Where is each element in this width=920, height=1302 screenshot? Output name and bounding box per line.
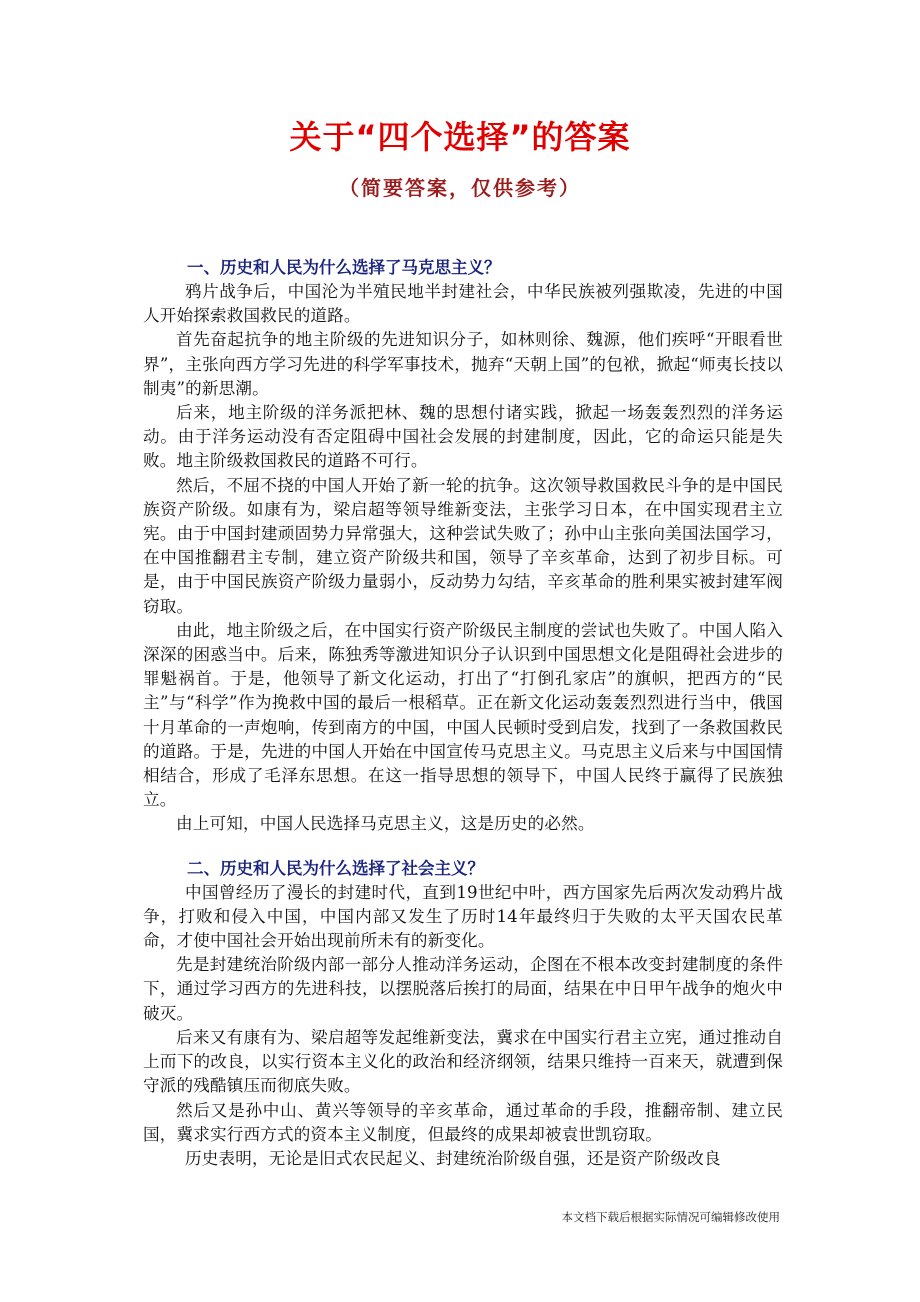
section-1-paragraph: 由上可知，中国人民选择马克思主义，这是历史的必然。 [176,814,595,834]
section-1-paragraph: 首先奋起抗争的地主阶级的先进知识分子，如林则徐、魏源，他们疾呼“开眼看世界”，主张向西方学习先进的科学军事技术，抛弃“天朝上国”的包袱，掀起“师夷长技以制夷”的新思潮。 [143,330,783,398]
section-1-paragraph: 由此，地主阶级之后，在中国实行资产阶级民主制度的尝试也失败了。中国人陷入深深的困惑当中。后来，陈独秀等激进知识分子认识到中国思想文化是阻碍社会进步的罪魁祸首。于是，他领导了新文化运动，打出了“打倒孔家店”的旗帜，把西方的“民主”与“科学”作为挽救中国的最后一根稻草。正在新文化运动轰轰烈烈进行当中，俄国十月革命的一声炮响，传到南方的中国，中国人民顿时受到启发，找到了一条救国救民的道路。于是，先进的中国人开始在中国宣传马克思主义。马克思主义后来与中国国情相结合，形成了毛泽东思想。在这一指导思想的领导下，中国人民终于赢得了民族独立。 [143,620,783,810]
section-2-paragraph: 历史表明，无论是旧式农民起义、封建统治阶级自强，还是资产阶级改良 [185,1148,721,1168]
document-title: 关于“四个选择”的答案 [289,118,631,156]
section-1-paragraph: 后来，地主阶级的洋务派把林、魏的思想付诸实践，掀起一场轰轰烈烈的洋务运动。由于洋务运动没有否定阻碍中国社会发展的封建制度，因此，它的命运只能是失败。地主阶级救国救民的道路不可行。 [143,403,783,471]
document-subtitle: （简要答案，仅供参考） [339,176,581,200]
section-2-paragraph: 然后又是孙中山、黄兴等领导的辛亥革命，通过革命的手段，推翻帝制、建立民国，冀求实行西方式的资本主义制度，但最终的成果却被袁世凯窃取。 [143,1100,783,1144]
section-2-paragraph: 后来又有康有为、梁启超等发起维新变法，冀求在中国实行君主立宪，通过推动自上而下的改良，以实行资本主义化的政治和经济纲领，结果只维持一百来天，就遭到保守派的残酷镇压而彻底失败。 [143,1027,783,1096]
section-2-paragraph: 先是封建统治阶级内部一部分人推动洋务运动，企图在不根本改变封建制度的条件下，通过学习西方的先进科技，以摆脱落后挨打的局面，结果在中日甲午战争的炮火中破灭。 [143,955,783,1023]
section-1-heading: 一、历史和人民为什么选择了马克思主义？ [187,258,501,277]
section-1-paragraph: 鸦片战争后，中国沦为半殖民地半封建社会，中华民族被列强欺凌，先进的中国人开始探索救国救民的道路。 [143,282,783,326]
section-2-heading: 二、历史和人民为什么选择了社会主义？ [187,858,484,878]
section-1-paragraph: 然后，不屈不挠的中国人开始了新一轮的抗争。这次领导救国救民斗争的是中国民族资产阶级。如康有为，梁启超等领导维新变法，主张学习日本，在中国实现君主立宪。由于中国封建顽固势力异常强大，这种尝试失败了；孙中山主张向美国法国学习，在中国推翻君主专制，建立资产阶级共和国，领导了辛亥革命，达到了初步目标。可是，由于中国民族资产阶级力量弱小，反动势力勾结，辛亥革命的胜利果实被封建军阀窃取。 [143,475,783,616]
document-body [143,256,783,1171]
page-footer-note: 本文档下载后根据实际情况可编辑修改使用 [561,1210,780,1224]
section-2-paragraph: 中国曾经历了漫长的封建时代，直到19世纪中叶，西方国家先后两次发动鸦片战争，打败和侵入中国，中国内部又发生了历时14年最终归于失败的太平天国农民革命，才使中国社会开始出现前所未有的新变化。 [143,882,783,951]
